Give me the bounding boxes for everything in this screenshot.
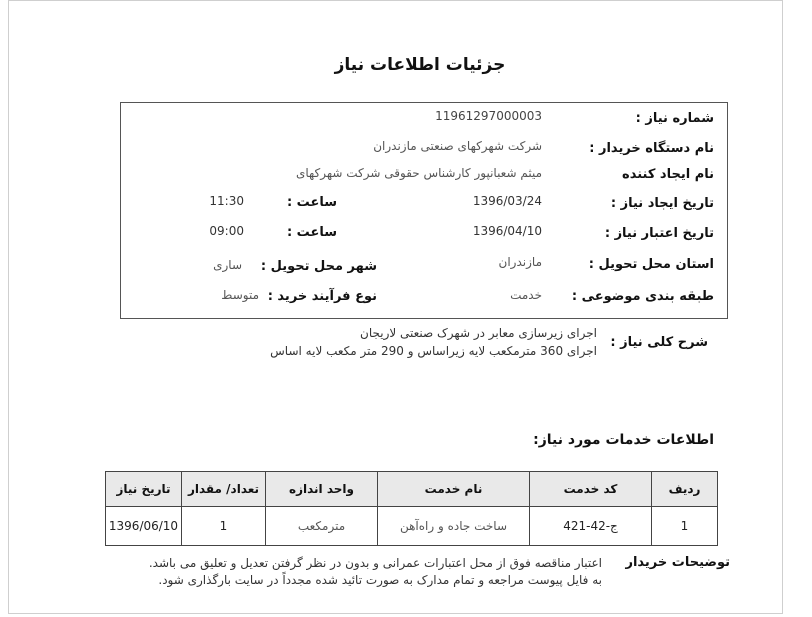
valid-date-label: تاریخ اعتبار نیاز : — [604, 226, 714, 241]
need-number-label: شماره نیاز : — [635, 111, 714, 126]
process-value: متوسط — [221, 288, 259, 302]
buyer-notes-line1: اعتبار مناقصه فوق از محل اعتبارات عمرانی و بدون در نظر گرفتن تعدیل و تعلیق می باشد. — [148, 556, 602, 570]
table-row — [106, 507, 718, 546]
process-label: نوع فرآیند خرید : — [267, 289, 377, 304]
cell-service-code: ج-42-421 — [530, 507, 652, 546]
city-value: ساری — [213, 258, 242, 272]
created-time-value: 11:30 — [209, 194, 244, 208]
buyer-org-label: نام دستگاه خریدار : — [589, 141, 714, 156]
buyer-notes-line2: به فایل پیوست مراجعه و تمام مدارک به صورت تائید شده مجدداً در سایت بارگذاری شود. — [158, 573, 602, 587]
created-date-value: 1396/03/24 — [472, 194, 542, 208]
services-table — [105, 471, 718, 546]
need-number-value: 11961297000003 — [435, 109, 542, 123]
city-label: شهر محل تحویل : — [260, 259, 377, 274]
services-title: اطلاعات خدمات مورد نیاز: — [533, 432, 714, 448]
cell-row-no: 1 — [652, 507, 718, 546]
col-header-quantity: تعداد/ مقدار — [182, 472, 266, 507]
col-header-need-date: تاریخ نیاز — [106, 472, 182, 507]
col-header-service-code: کد خدمت — [530, 472, 652, 507]
buyer-org-value: شرکت شهرکهای صنعتی مازندران — [373, 139, 542, 153]
buyer-notes-label: توضیحات خریدار — [625, 555, 730, 570]
valid-time-label: ساعت : — [286, 225, 337, 240]
col-header-row-no: ردیف — [652, 472, 718, 507]
created-time-label: ساعت : — [286, 195, 337, 210]
col-header-unit: واحد اندازه — [266, 472, 378, 507]
valid-date-value: 1396/04/10 — [472, 224, 542, 238]
province-label: استان محل تحویل : — [588, 257, 714, 272]
cell-service-name: ساخت جاده و راه‌آهن — [378, 507, 530, 546]
cell-unit: مترمکعب — [266, 507, 378, 546]
valid-time-value: 09:00 — [209, 224, 244, 238]
summary-line2: اجرای 360 مترمکعب لایه زیراساس و 290 متر مکعب لایه اساس — [270, 344, 597, 358]
page-title: جزئیات اطلاعات نیاز — [334, 55, 506, 75]
created-date-label: تاریخ ایجاد نیاز : — [610, 196, 714, 211]
province-value: مازندران — [498, 255, 542, 269]
col-header-service-name: نام خدمت — [378, 472, 530, 507]
category-label: طبقه بندی موضوعی : — [571, 289, 714, 304]
cell-quantity: 1 — [182, 507, 266, 546]
category-value: خدمت — [510, 288, 542, 302]
summary-label: شرح کلی نیاز : — [610, 335, 708, 350]
summary-line1: اجرای زیرسازی معابر در شهرک صنعتی لاریجان — [360, 326, 597, 340]
creator-label: نام ایجاد کننده — [622, 167, 714, 182]
creator-value: میثم شعبانپور کارشناس حقوقی شرکت شهرکهای — [295, 166, 542, 180]
cell-need-date: 1396/06/10 — [106, 507, 182, 546]
table-header-row — [106, 472, 718, 507]
